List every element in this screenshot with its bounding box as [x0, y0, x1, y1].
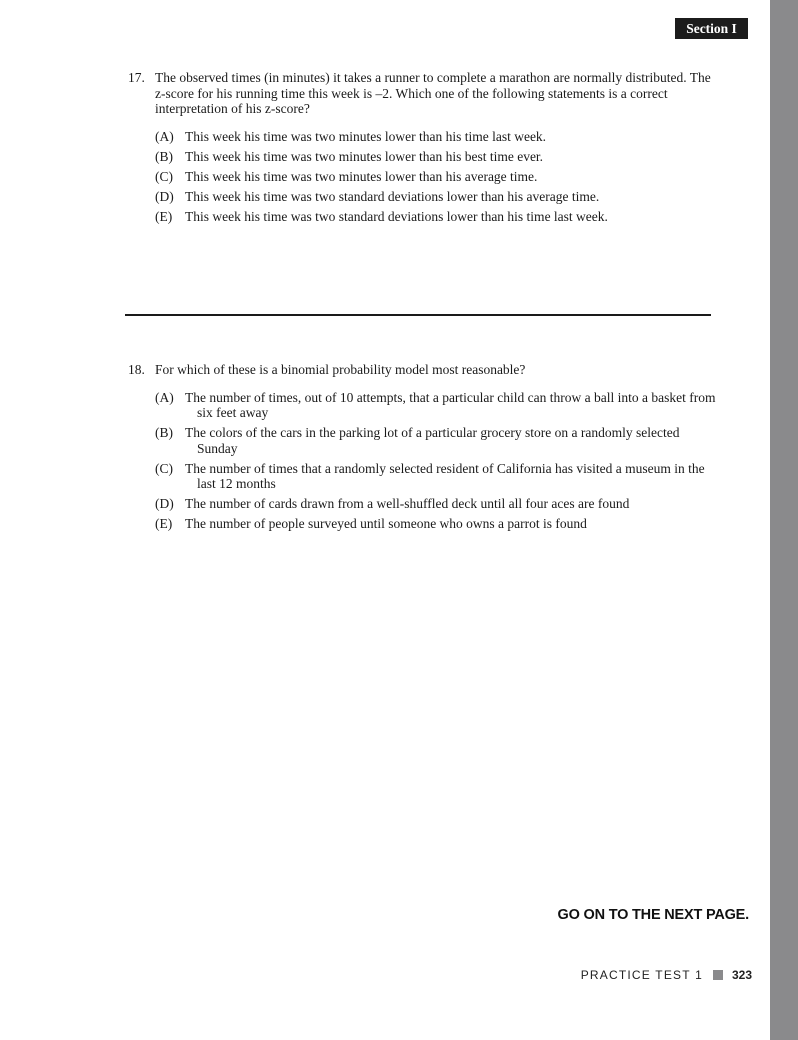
question-number: 18. [128, 362, 145, 377]
footer-square-marker [713, 970, 723, 980]
choice-letter: (D) [155, 188, 174, 204]
choice-text: The number of times, out of 10 attempts, that a particular child can throw a ball into a basket from six feet away [185, 389, 716, 420]
choice-letter: (E) [155, 208, 173, 224]
choice-text: This week his time was two minutes lower than his time last week. [185, 128, 547, 144]
choice-text: The number of times that a randomly selected resident of California has visited a museum in the last 12 months [185, 460, 705, 491]
footer-label: PRACTICE TEST 1 [580, 968, 703, 982]
choice-text: This week his time was two minutes lower than his best time ever. [185, 148, 544, 164]
answer-choice-c [155, 169, 718, 185]
choice-letter: (B) [155, 148, 173, 164]
answer-choice-e [155, 209, 718, 225]
question-number: 17. [128, 70, 145, 85]
question-stem [128, 70, 718, 117]
answer-choice-c [155, 461, 718, 492]
choice-letter: (C) [155, 460, 173, 476]
choice-text: The colors of the cars in the parking lot of a particular grocery store on a randomly selected Sunday [185, 425, 680, 456]
choice-text: This week his time was two standard deviations lower than his average time. [185, 188, 600, 204]
choice-letter: (A) [155, 389, 174, 405]
answer-choices [155, 129, 718, 225]
choice-letter: (D) [155, 496, 174, 511]
answer-choices [155, 390, 718, 532]
page-footer [581, 968, 752, 982]
section-label: Section I [675, 18, 748, 39]
choice-text: The number of people surveyed until someone who owns a parrot is found [185, 516, 587, 531]
answer-choice-e [155, 516, 718, 532]
answer-choice-a [155, 390, 718, 421]
choice-letter: (E) [155, 516, 173, 531]
question-stem [128, 362, 718, 378]
question-17 [128, 70, 718, 229]
choice-text: This week his time was two minutes lower than his average time. [185, 168, 538, 184]
choice-text: The number of cards drawn from a well-shuffled deck until all four aces are found [185, 496, 630, 511]
page-edge-bar [770, 0, 798, 1040]
answer-choice-d [155, 189, 718, 205]
answer-choice-b [155, 425, 718, 456]
answer-choice-b [155, 149, 718, 165]
answer-choice-d [155, 496, 718, 512]
choice-letter: (B) [155, 425, 173, 440]
question-text: For which of these is a binomial probability model most reasonable? [155, 362, 526, 377]
next-page-instruction: GO ON TO THE NEXT PAGE. [557, 907, 749, 923]
question-text: The observed times (in minutes) it takes a runner to complete a marathon are normally distributed. The z-score for his running time this week is –2. Which one of the following statements is a correct interpretation of his z-score? [155, 70, 711, 116]
page-number: 323 [731, 968, 752, 982]
answer-choice-a [155, 129, 718, 145]
choice-letter: (A) [155, 128, 174, 144]
choice-letter: (C) [155, 168, 173, 184]
choice-text: This week his time was two standard deviations lower than his time last week. [185, 208, 608, 224]
question-18 [128, 362, 718, 536]
question-divider [125, 314, 711, 316]
